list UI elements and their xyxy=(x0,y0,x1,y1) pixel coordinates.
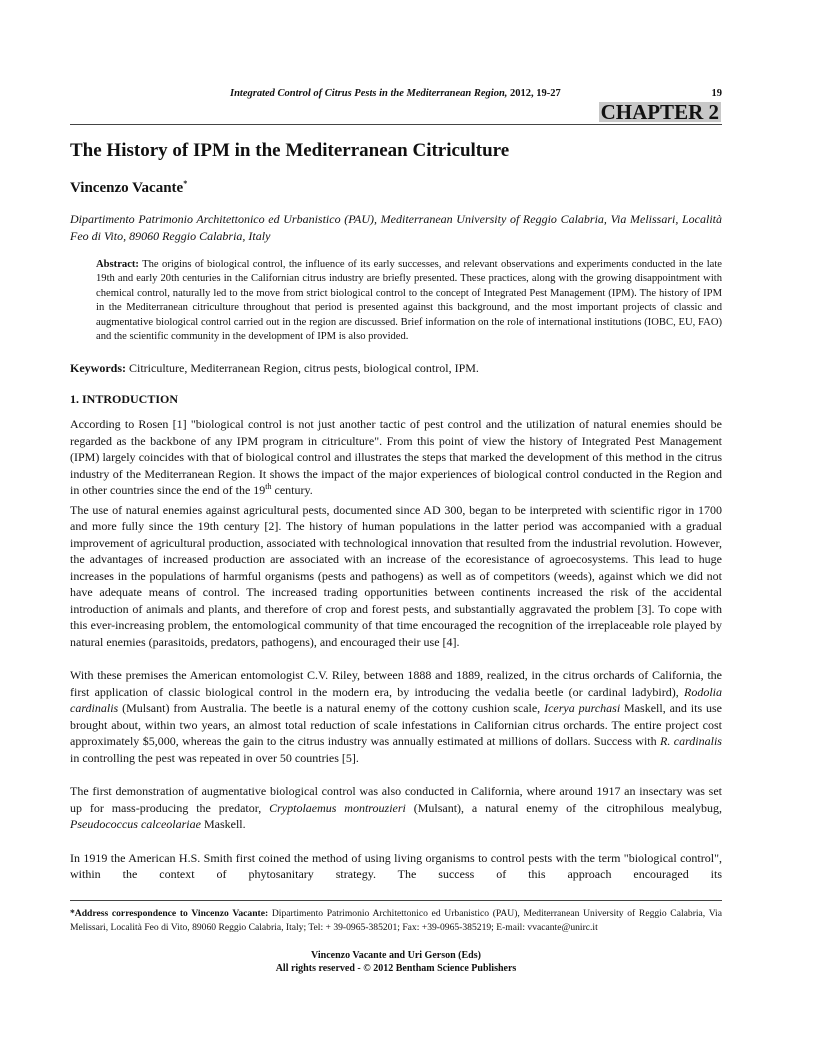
chapter-label: CHAPTER 2 xyxy=(600,100,719,124)
author: Vincenzo Vacante* xyxy=(70,179,188,196)
footnote-rule xyxy=(70,900,722,901)
text-run: in controlling the pest was repeated in over 50 countries [5]. xyxy=(70,750,359,765)
paragraph: According to Rosen [1] "biological control is not just another tactic of pest control and the utilization of natural enemies should be regarded as the backbone of any IPM program in citriculture". From this point of view the history of Integrated Pest Management (IPM) largely coincides with that of biological control and illustrates the steps that marked the development of this method in the citrus industry of the Mediterranean Region. It shows the impact of the major experiences of biological control conducted in the Region and in other countries since the end of the 19th century. xyxy=(70,417,722,498)
paragraph xyxy=(70,667,722,766)
species-name: Pseudococcus calceolariae xyxy=(70,817,201,832)
running-header: Integrated Control of Citrus Pests in the Mediterranean Region, 2012, 19-27 xyxy=(230,88,561,99)
paragraph xyxy=(70,783,722,833)
text-run: The first demonstration of augmentative biological control was also conducted in California, where around 1917 an insectary was set up for mass-producing the predator, xyxy=(70,784,722,815)
abstract: Abstract: The origins of biological control, the influence of its early successes, and relevant observations and experiments conducted in the late 19th and early 20th centuries in the Californian citrus industry are briefly presented. These practices, along with the growing disappointment with chemical control, naturally led to the move from strict biological control to the concept of Integrated Pest Management (IPM). The history of IPM in the Mediterranean citriculture throughout that period is presented against this background, and the most important projects of classic and augmentative biological control carried out in the region are discussed. Brief information on the role of international institutions (IOBC, EU, FAO) and the scientific community in the development of IPM is also provided. xyxy=(96,259,722,343)
page-footer: Vincenzo Vacante and Uri Gerson (Eds) All rights reserved - © 2012 Bentham Science Publishers xyxy=(275,950,517,975)
species-name: Icerya purchasi xyxy=(544,701,621,716)
paragraph: In 1919 the American H.S. Smith first coined the method of using living organisms to control pests with the term "biological control", within the context of phytosanitary strategy. The success of this approach encouraged its xyxy=(70,850,722,882)
keywords: Keywords: Citriculture, Mediterranean Region, citrus pests, biological control, IPM. xyxy=(70,361,479,376)
footnote: *Address correspondence to Vincenzo Vacante: Dipartimento Patrimonio Architettonico ed Urbanistico (PAU), Mediterranean University of Reggio Calabria, Via Melissari, Località Feo di Vito, 89060 Reggio Calabria, Italy; Tel: + 39-0965-385201; Fax: +39-0965-385219; E-mail: vvacante@unirc.it xyxy=(70,908,722,934)
text-run: With these premises the American entomologist C.V. Riley, between 1888 and 1889, realized, in the citrus orchards of California, the first application of classic biological control in the modern era, by introducing the vedalia beetle (or cardinal ladybird), xyxy=(70,668,722,699)
section-heading: 1. INTRODUCTION xyxy=(70,392,179,407)
paragraph: The use of natural enemies against agricultural pests, documented since AD 300, began to be interpreted with scientific rigor in 1700 and more fully since the 19th century [2]. The history of human populations in the latter period was accompanied with a gradual improvement of agricultural production, associated with technological innovation that resulted from the industrial revolution. However, the advantages of increased production are associated with an increase of the ecoresistance of agroecosystems. This lead to huge increases in the populations of harmful organisms (pests and pathogens) as well as of competitors (weeds), against which we did not have adequate means of control. The increased trading opportunities between continents increased the risk of the accidental introduction of animals and plants, and therefore of crop and forest pests, and substantially aggravated the problem [3]. To cope with this ever-increasing problem, the entomological community of that time encouraged the recognition of the irreplaceable role played by natural enemies (parasitoids, predators, pathogens), and encouraged their use [4]. xyxy=(70,502,722,649)
text-run: Maskell, and its use brought about, within two years, an almost total reduction of scale infestations in Californian citrus orchards. The entire project cost approximately $5,000, whereas the gain to the citrus industry was annually estimated at millions of dollars. Success with xyxy=(70,701,722,749)
text-run: Maskell. xyxy=(200,817,246,832)
body-text xyxy=(70,416,722,894)
article-title: The History of IPM in the Mediterranean Citriculture xyxy=(70,140,510,161)
affiliation: Dipartimento Patrimonio Architettonico ed Urbanistico (PAU), Mediterranean University of Reggio Calabria, Via Melissari, Località Feo di Vito, 89060 Reggio Calabria, Italy xyxy=(70,212,722,243)
species-name: Rodolia cardinalis xyxy=(70,684,722,716)
text-run: (Mulsant) from Australia. The beetle is a natural enemy of the cottony cushion scale, xyxy=(118,701,545,716)
text-run: (Mulsant), a natural enemy of the citrophilous mealybug, xyxy=(405,800,722,815)
species-name: Cryptolaemus montrouzieri xyxy=(269,800,406,815)
species-name: R. cardinalis xyxy=(660,734,722,749)
page-number: 19 xyxy=(711,88,722,99)
